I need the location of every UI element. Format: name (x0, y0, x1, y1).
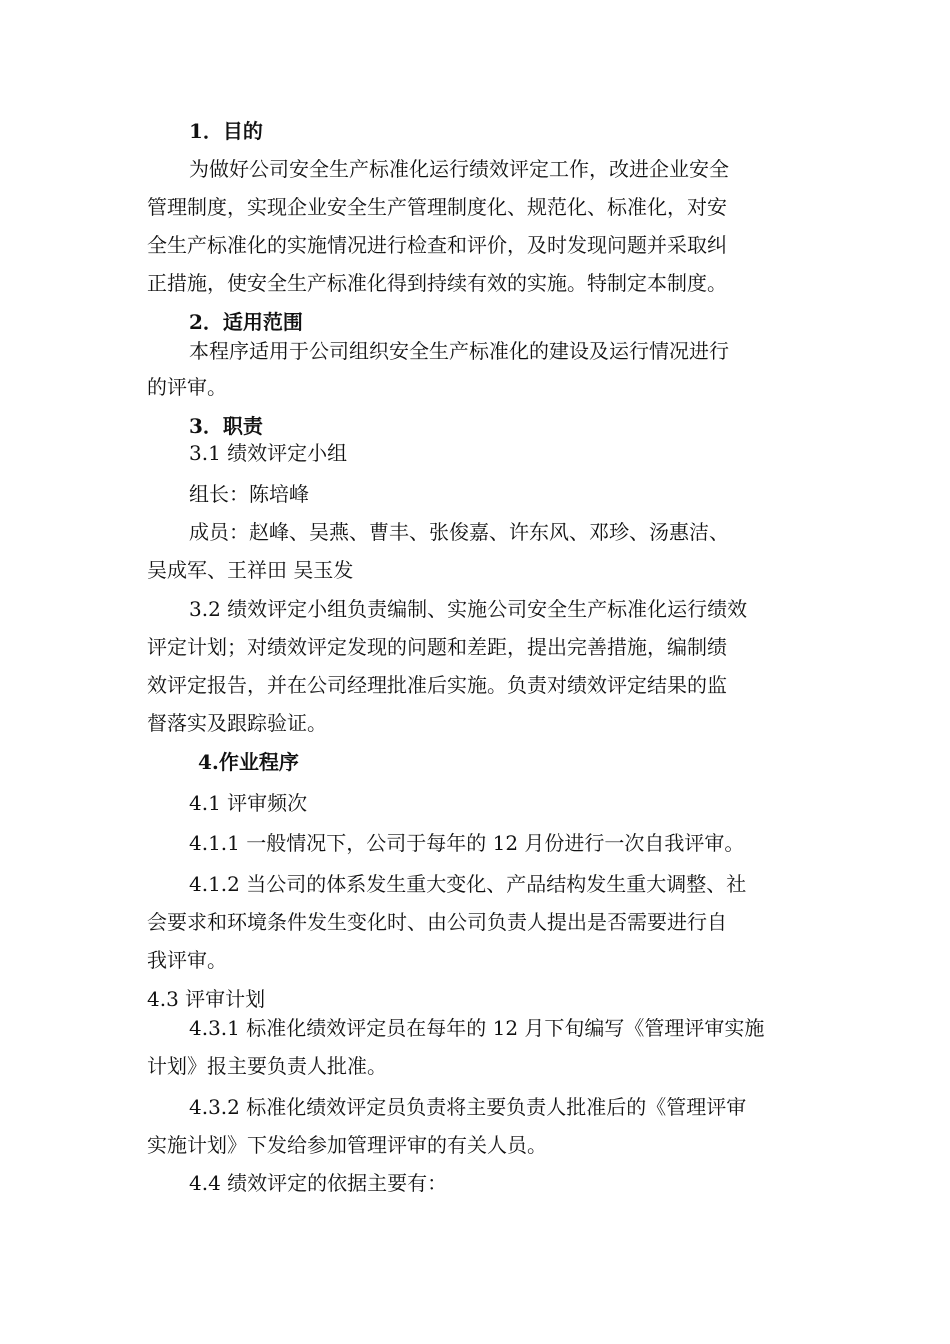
duties-3-2-line-1: 3.2 绩效评定小组负责编制、实施公司安全生产标准化运行绩效 (189, 597, 748, 621)
heading-scope: 2．适用范围 (189, 310, 303, 334)
procedure-4-3-1-line-1: 4.3.1 标准化绩效评定员在每年的 12 月下旬编写《管理评审实施 (189, 1016, 765, 1040)
procedure-4-3-2-line-1: 4.3.2 标准化绩效评定员负责将主要负责人批准后的《管理评审 (189, 1095, 747, 1119)
procedure-4-3-2-line-2: 实施计划》下发给参加管理评审的有关人员。 (147, 1133, 547, 1157)
procedure-4-1-2-line-1: 4.1.2 当公司的体系发生重大变化、产品结构发生重大调整、社 (189, 872, 747, 896)
procedure-4-3: 4.3 评审计划 (147, 987, 266, 1011)
procedure-4-1: 4.1 评审频次 (189, 791, 308, 815)
purpose-line-2: 管理制度，实现企业安全生产管理制度化、规范化、标准化，对安 (147, 195, 727, 219)
procedure-4-3-1-line-2: 计划》报主要负责人批准。 (147, 1054, 387, 1078)
heading-procedure: 4.作业程序 (198, 750, 299, 774)
purpose-line-3: 全生产标准化的实施情况进行检查和评价，及时发现问题并采取纠 (147, 233, 727, 257)
procedure-4-4: 4.4 绩效评定的依据主要有： (189, 1171, 448, 1195)
procedure-4-1-1: 4.1.1 一般情况下，公司于每年的 12 月份进行一次自我评审。 (189, 831, 745, 855)
duties-3-2-line-3: 效评定报告，并在公司经理批准后实施。负责对绩效评定结果的监 (147, 673, 727, 697)
procedure-4-1-2-line-2: 会要求和环境条件发生变化时、由公司负责人提出是否需要进行自 (147, 910, 727, 934)
procedure-4-1-2-line-3: 我评审。 (147, 948, 227, 972)
duties-3-1: 3.1 绩效评定小组 (189, 441, 348, 465)
purpose-line-4: 正措施，使安全生产标准化得到持续有效的实施。特制定本制度。 (147, 271, 727, 295)
duties-leader: 组长：陈培峰 (189, 482, 309, 506)
heading-purpose: 1．目的 (189, 119, 263, 143)
duties-3-2-line-4: 督落实及跟踪验证。 (147, 711, 327, 735)
purpose-line-1: 为做好公司安全生产标准化运行绩效评定工作，改进企业安全 (189, 157, 729, 181)
duties-members-line-2: 吴成军、王祥田 吴玉发 (147, 558, 354, 582)
duties-members-line-1: 成员：赵峰、吴燕、曹丰、张俊嘉、许东风、邓珍、汤惠洁、 (189, 520, 729, 544)
heading-duties: 3．职责 (189, 414, 263, 438)
scope-line-2: 的评审。 (147, 375, 227, 399)
duties-3-2-line-2: 评定计划；对绩效评定发现的问题和差距，提出完善措施，编制绩 (147, 635, 727, 659)
scope-line-1: 本程序适用于公司组织安全生产标准化的建设及运行情况进行 (189, 339, 729, 363)
